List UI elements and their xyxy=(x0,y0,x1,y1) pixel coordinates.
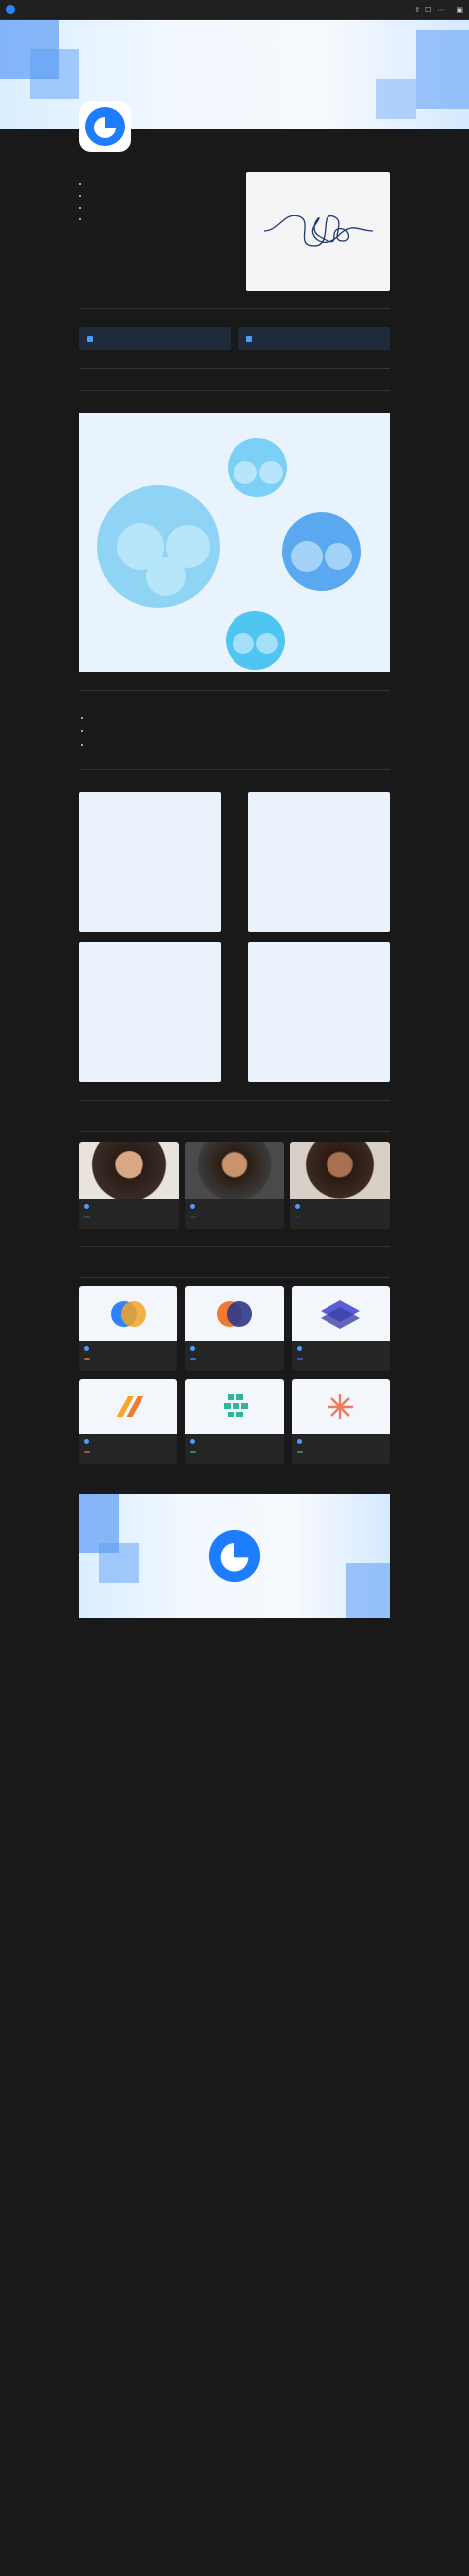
intro-bullet xyxy=(89,204,233,211)
scribble-illustration xyxy=(246,172,390,291)
page-icon-small xyxy=(190,1346,195,1351)
client-card[interactable] xyxy=(79,1286,177,1371)
client-logo xyxy=(79,1286,177,1341)
app-logo-icon xyxy=(6,5,15,14)
avatar xyxy=(79,1142,179,1199)
info-card xyxy=(238,327,390,350)
client-tag xyxy=(84,1451,90,1453)
horizontal-bar-chart xyxy=(248,942,390,1082)
page-icon xyxy=(79,101,131,152)
more-icon[interactable]: ⋯ xyxy=(437,6,445,14)
client-card[interactable] xyxy=(292,1286,390,1371)
team-card[interactable] xyxy=(185,1142,285,1229)
opportunity-item xyxy=(91,713,390,723)
page-icon-small xyxy=(84,1346,89,1351)
client-logo xyxy=(185,1379,283,1434)
top-bar xyxy=(0,0,469,20)
intro-bullet xyxy=(89,180,233,187)
intro-bullet xyxy=(89,215,233,222)
brand-logo-icon xyxy=(205,1526,264,1586)
area-chart xyxy=(79,942,221,1082)
page-icon-small xyxy=(84,1439,89,1444)
page-icon-small xyxy=(297,1439,302,1444)
team-tabs xyxy=(79,1123,390,1132)
donut-chart xyxy=(248,792,390,932)
client-tag xyxy=(297,1358,303,1360)
market-gap-diagram xyxy=(79,413,390,672)
page-icon-small xyxy=(190,1439,195,1444)
page-icon-small xyxy=(295,1204,300,1209)
client-logo xyxy=(79,1379,177,1434)
team-card[interactable] xyxy=(290,1142,390,1229)
info-icon xyxy=(246,336,252,342)
client-card[interactable] xyxy=(292,1379,390,1464)
client-logo xyxy=(292,1379,390,1434)
closing-banner-image xyxy=(79,1494,390,1618)
client-card[interactable] xyxy=(185,1286,283,1371)
client-tag xyxy=(297,1451,303,1453)
page-icon-small xyxy=(297,1346,302,1351)
client-tag xyxy=(84,1358,90,1360)
page-icon-small xyxy=(84,1204,89,1209)
opportunity-item xyxy=(91,727,390,736)
client-card[interactable] xyxy=(79,1379,177,1464)
info-card xyxy=(79,327,231,350)
info-icon xyxy=(87,336,93,342)
page-icon-small xyxy=(190,1204,195,1209)
role-badge xyxy=(295,1216,301,1218)
client-logo xyxy=(185,1286,283,1341)
notion-logo-icon: ▣ xyxy=(456,6,463,14)
client-tag xyxy=(190,1451,196,1453)
team-card[interactable] xyxy=(79,1142,179,1229)
bar-chart xyxy=(79,792,221,932)
role-badge xyxy=(84,1216,90,1218)
comments-icon[interactable]: ☐ xyxy=(425,6,432,14)
avatar xyxy=(185,1142,285,1199)
avatar xyxy=(290,1142,390,1199)
client-card[interactable] xyxy=(185,1379,283,1464)
client-tag xyxy=(190,1358,196,1360)
role-badge xyxy=(190,1216,196,1218)
share-icon[interactable]: ⇪ xyxy=(414,6,421,14)
intro-bullet xyxy=(89,192,233,199)
client-logo xyxy=(292,1286,390,1341)
view-tabs xyxy=(79,1269,390,1278)
opportunity-item xyxy=(91,740,390,750)
